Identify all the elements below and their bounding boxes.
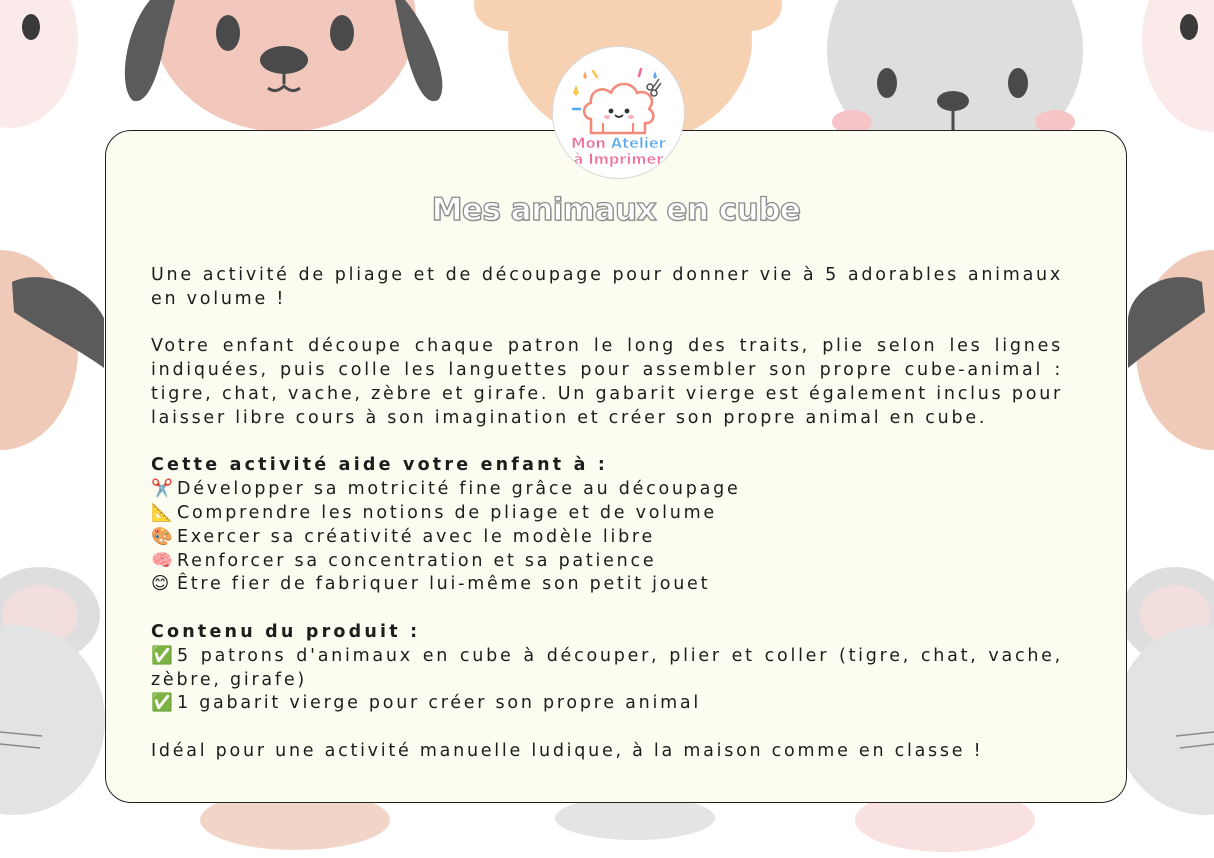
logo-text-line1: Mon Atelier [571, 136, 666, 152]
contents-text: 5 patrons d'animaux en cube à découper, plier et coller (tigre, chat, vache, zèbre, girafe) [151, 645, 1063, 690]
benefit-list-item [151, 550, 1063, 574]
benefit-text: Être fier de fabriquer lui-même son petit jouet [177, 574, 711, 595]
triangle-ruler-icon: 📐 [151, 502, 173, 523]
brain-icon: 🧠 [151, 550, 173, 571]
description-body [151, 264, 1063, 764]
check-mark-icon: ✅ [151, 645, 173, 666]
pink-face-top-left-illustration [0, 0, 78, 128]
contents-list-item [151, 645, 1063, 693]
check-mark-icon: ✅ [151, 693, 173, 714]
brand-logo [552, 46, 685, 179]
contents-heading: Contenu du produit : [151, 621, 421, 642]
dog-face-illustration [125, 0, 442, 132]
benefit-list-item [151, 502, 1063, 526]
right-animal-face-illustration [1128, 250, 1214, 450]
scissors-icon: ✂️ [151, 479, 173, 500]
benefits-heading: Cette activité aide votre enfant à : [151, 455, 609, 476]
left-animal-face-illustration [0, 250, 104, 450]
benefit-list-item [151, 478, 1063, 502]
benefit-text: Développer sa motricité fine grâce au découpage [177, 479, 741, 500]
mouse-face-bottom-left-illustration [0, 567, 105, 815]
pink-face-top-right-illustration [1142, 0, 1214, 132]
intro-paragraph: Une activité de pliage et de découpage pour donner vie à 5 adorables animaux en volume ! [151, 265, 1063, 309]
benefit-text: Renforcer sa concentration et sa patience [177, 550, 657, 571]
logo-text-line2: à Imprimer [573, 152, 664, 168]
benefit-text: Exercer sa créativité avec le modèle libre [177, 526, 656, 547]
page-title: Mes animaux en cube [431, 192, 801, 228]
benefit-list-item [151, 526, 1063, 550]
benefit-text: Comprendre les notions de pliage et de volume [177, 502, 717, 523]
contents-text: 1 gabarit vierge pour créer son propre animal [177, 693, 701, 714]
palette-icon: 🎨 [151, 526, 173, 547]
mouse-face-bottom-right-illustration [1115, 567, 1214, 815]
smiling-face-icon: 😊 [151, 574, 170, 595]
description-paragraph: Votre enfant découpe chaque patron le long des traits, plie selon les lignes indiquées, puis colle les languettes pour assembler son propre cube-animal : tigre, chat, vache, zèbre et girafe. Un gabarit vierge est également inclus pour laisser libre cours à son imagination et créer son propre animal en cube. [151, 336, 1063, 428]
closing-sentence: Idéal pour une activité manuelle ludique, à la maison comme en classe ! [151, 740, 984, 761]
benefit-list-item [151, 573, 1063, 597]
contents-list-item [151, 692, 1063, 716]
